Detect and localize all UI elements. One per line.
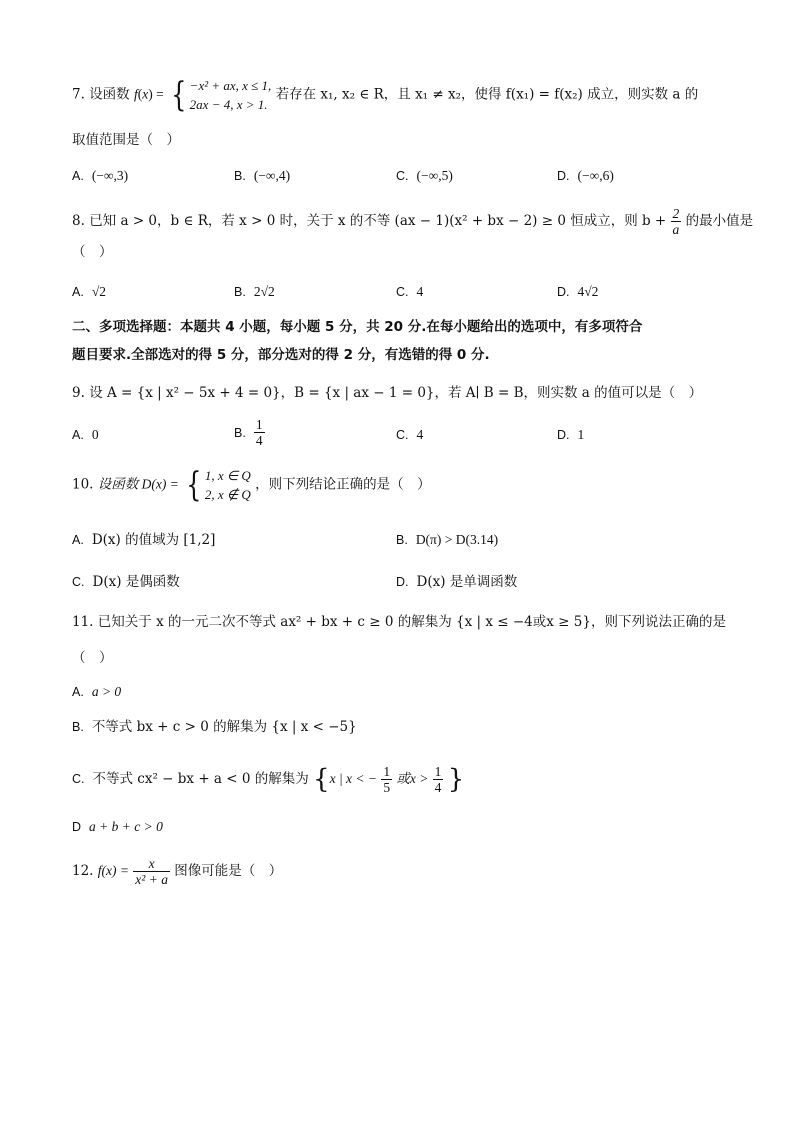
q12-stem: 12. f(x) = $\frac{x}{\text{x² + a}}$ 图像可能是（ ） (72, 856, 283, 887)
q7-tail: 若存在 x₁, x₂ ∈ R，且 x₁ ≠ x₂，使得 f(x₁) = f(x₂) 成立，则实数 a 的 (275, 86, 699, 103)
q8-option-b[interactable]: B. 2√2 (234, 284, 275, 299)
q10-cases: 1, x ∈ Q 2, x ∉ Q (204, 468, 251, 502)
q7-option-c[interactable]: C. (−∞,5) (396, 168, 453, 183)
q7-brace: { (171, 75, 187, 115)
q8-line2: （ ） (72, 244, 113, 260)
q9-option-a[interactable]: A. 0 (72, 427, 99, 442)
q11-text: 已知关于 x 的一元二次不等式 ax² + bx + c ≥ 0 的解集为 {x | x ≤ −4或x ≥ 5}，则下列说法正确的是 (97, 614, 726, 630)
q10-option-d[interactable]: D. D(x) 是单调函数 (396, 574, 518, 590)
q11-option-b[interactable]: B. 不等式 bx + c > 0 的解集为 {x | x < −5} (72, 719, 357, 735)
q11-option-c[interactable]: C. 不等式 cx² − bx + a < 0 的解集为 {x | x < − $\frac{1}{5}$ 或x > $\frac{1}{4}$ } (72, 764, 465, 795)
q8-fraction: $\frac{2}{a}$ (672, 206, 680, 237)
q8-option-c[interactable]: C. 4 (396, 284, 424, 299)
q9-text: 设 A = {x | x² − 5x + 4 = 0}，B = {x | ax − 1 = 0}，若 A∣ B = B，则实数 a 的值可以是（ ） (89, 385, 703, 401)
q11-option-a[interactable]: A. a > 0 (72, 684, 122, 699)
q11-line2: （ ） (72, 650, 113, 666)
q7-line2: 取值范围是（ ） (72, 132, 180, 148)
q10-option-b[interactable]: B. D(π) > D(3.14) (396, 532, 499, 547)
q9-stem: 9. 设 A = {x | x² − 5x + 4 = 0}，B = {x | ax − 1 = 0}，若 A∣ B = B，则实数 a 的值可以是（ ） (72, 385, 703, 401)
q10-stem: 10. 设函数 D(x) = { 1, x ∈ Q 2, x ∉ Q ，则下列结论正确的是（ ） (72, 465, 431, 505)
q11-option-d[interactable]: D a + b + c > 0 (72, 819, 163, 834)
q10-option-c[interactable]: C. D(x) 是偶函数 (72, 574, 180, 590)
q8-text: 已知 a > 0，b ∈ R，若 x > 0 时，关于 x 的不等 (ax − 1)(x² + bx − 2) ≥ 0 恒成立，则 b + (89, 213, 667, 229)
q11-stem: 11. 已知关于 x 的一元二次不等式 ax² + bx + c ≥ 0 的解集为 {x | x ≤ −4或x ≥ 5}，则下列说法正确的是 (72, 614, 726, 630)
q12-tail: 图像可能是（ ） (174, 863, 283, 879)
q10-lead: 设函数 D(x) = (97, 476, 179, 492)
q9-option-c[interactable]: C. 4 (396, 427, 424, 442)
section-2-header-line2: 题目要求.全部选对的得 5 分，部分选对的得 2 分，有选错的得 0 分. (72, 347, 490, 363)
section-2-header-line1: 二、多项选择题：本题共 4 小题，每小题 5 分，共 20 分.在每小题给出的选项中，有多项符合 (72, 319, 643, 335)
q12-fraction: $\frac{x}{\text{x² + a}}$ (135, 856, 168, 887)
q7-cases: −x² + ax, x ≤ 1, 2ax − 4, x > 1. (189, 78, 272, 112)
q9-option-b[interactable]: B. $\frac{1}{4}$ (234, 417, 263, 448)
q7-stem: 7. 设函数 f(x) = { −x² + ax, x ≤ 1, 2ax − 4, x > 1. 若存在 x₁, x₂ ∈ R，且 x₁ ≠ x₂，使得 f(x₁) = f(x₂) 成立，则实数 a 的 (72, 75, 699, 115)
q7-option-d[interactable]: D. (−∞,6) (557, 168, 614, 183)
q8-stem: 8. 已知 a > 0，b ∈ R，若 x > 0 时，关于 x 的不等 (ax − 1)(x² + bx − 2) ≥ 0 恒成立，则 b + $\frac{2}{a}$ 的最小值是 (72, 206, 754, 237)
q7-number: 7. (72, 86, 85, 103)
q7-lead: 设函数 (89, 86, 130, 103)
q7-option-b[interactable]: B. (−∞,4) (234, 168, 291, 183)
q8-option-a[interactable]: A. √2 (72, 284, 106, 299)
q10-tail: ，则下列结论正确的是（ ） (255, 476, 431, 493)
q10-brace: { (186, 465, 202, 505)
q7-option-a[interactable]: A. (−∞,3) (72, 168, 129, 183)
q9-option-d[interactable]: D. 1 (557, 427, 585, 442)
q8-option-d[interactable]: D. 4√2 (557, 284, 599, 299)
q10-option-a[interactable]: A. D(x) 的值域为 [1,2] (72, 532, 216, 548)
